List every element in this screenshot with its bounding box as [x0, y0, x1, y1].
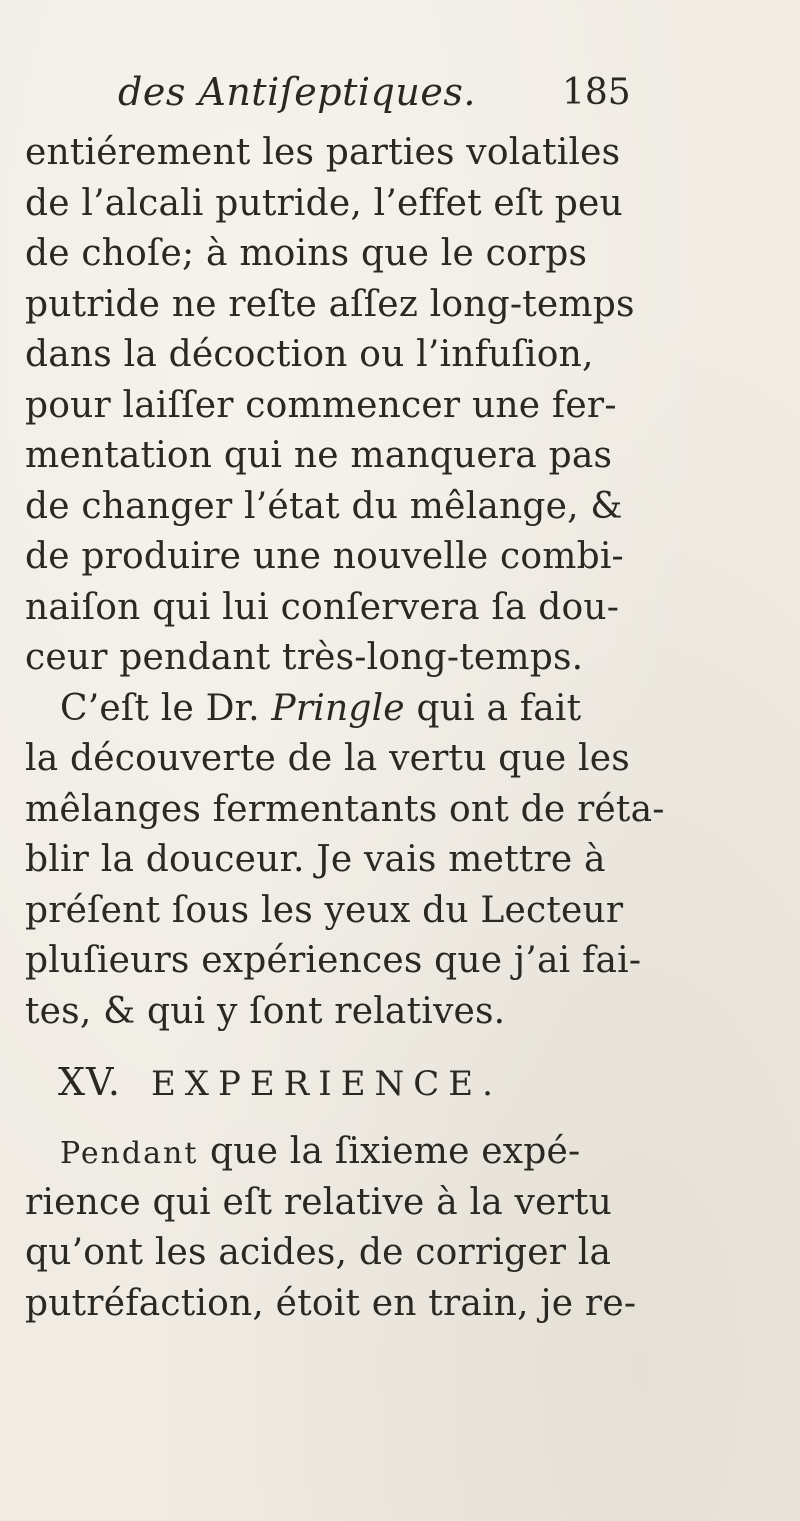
text-line: de produire une nouvelle combi-: [25, 536, 624, 577]
page-header: [118, 70, 638, 126]
text-line: naiſon qui lui conſervera ſa dou-: [25, 586, 620, 628]
small-caps-opening: Pendant: [60, 1136, 199, 1171]
text-line: mentation qui ne manquera pas: [25, 435, 613, 476]
text-line: blir la douceur. Je vais mettre à: [25, 839, 606, 880]
text-line: préſent ſous les yeux du Lecteur: [25, 889, 624, 931]
text-line: pluſieurs expériences que j’ai fai-: [25, 940, 642, 981]
text-line: putréfaction, étoit en train, je re-: [25, 1282, 637, 1324]
text-line: la découverte de la vertu que les: [25, 738, 630, 779]
section-heading: [25, 1037, 785, 1127]
paragraph-first-line: [25, 1127, 785, 1178]
text-line: mêlanges fermentants ont de réta-: [25, 788, 665, 830]
text-line: qu’ont les acides, de corriger la: [25, 1232, 612, 1273]
section-title: EXPERIENCE.: [150, 1064, 502, 1104]
text-line: putride ne reſte aſſez long-temps: [25, 283, 635, 325]
page-number: 185: [562, 72, 631, 113]
text-line: dans la décoction ou l’infuſion,: [25, 334, 594, 375]
text-line: tes, & qui y ſont relatives.: [25, 990, 506, 1032]
text-run: qui a fait: [404, 687, 582, 729]
running-head: des Antiſeptiques.: [118, 70, 476, 114]
body-text: [25, 128, 785, 1329]
text-line: de l’alcali putride, l’effet eſt peu: [25, 182, 623, 224]
text-line: rience qui eſt relative à la vertu: [25, 1181, 613, 1223]
text-line: pour laiſſer commencer une fer-: [25, 384, 617, 426]
text-run: C’eſt le Dr.: [60, 687, 272, 729]
text-line: de changer l’état du mêlange, &: [25, 485, 623, 527]
author-name: Pringle: [271, 687, 405, 729]
section-number: XV.: [58, 1060, 121, 1104]
text-line: entiérement les parties volatiles: [25, 132, 621, 173]
text-run: que la ſixieme expé-: [198, 1131, 581, 1172]
text-line: ceur pendant très-long-temps.: [25, 637, 584, 678]
paragraph-first-line: [25, 684, 785, 735]
text-line: de choſe; à moins que le corps: [25, 233, 588, 274]
